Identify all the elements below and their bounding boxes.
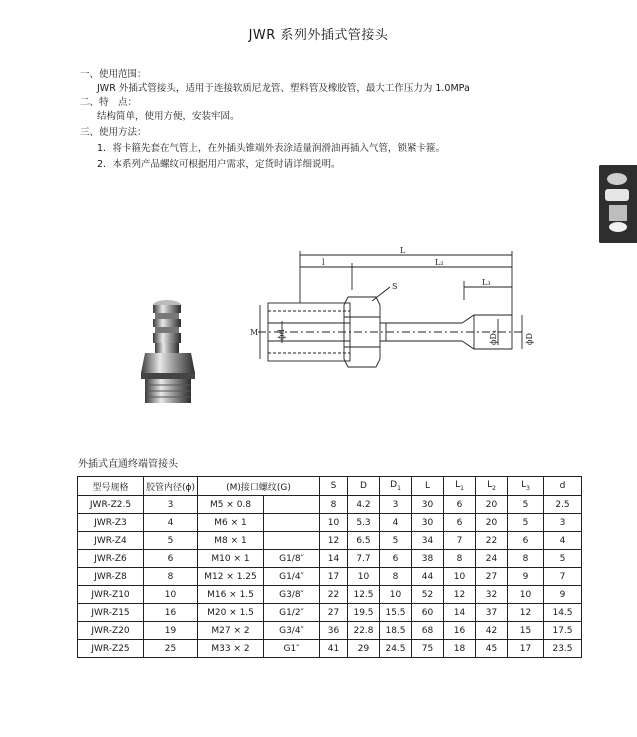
col-header-L2 (476, 477, 508, 496)
table-title: 外插式直通终端管接头 (78, 459, 178, 470)
table-cell: 23.5 (544, 640, 582, 658)
table-cell: 6 (508, 532, 544, 550)
table-cell: 16 (444, 622, 476, 640)
dim-label-l: l (322, 258, 325, 267)
dim-label-L: L (400, 246, 406, 255)
table-cell: 32 (476, 586, 508, 604)
table-cell: 20 (476, 496, 508, 514)
col-header-D1-main: D (390, 480, 398, 491)
table-cell: 14 (320, 550, 348, 568)
table-cell: 2.5 (544, 496, 582, 514)
table-cell: 27 (476, 568, 508, 586)
table-cell: 18 (444, 640, 476, 658)
dim-label-L3: L₃ (482, 278, 491, 287)
table-cell: 9 (544, 586, 582, 604)
table-cell: 22.8 (348, 622, 380, 640)
dim-label-d: ϕd (277, 329, 286, 340)
table-cell: G1/2″ (264, 604, 320, 622)
table-cell: 3 (144, 496, 198, 514)
table-row (78, 622, 582, 640)
table-cell: 10 (348, 568, 380, 586)
table-row (78, 568, 582, 586)
technical-drawing (240, 245, 540, 395)
table-cell: G1″ (264, 640, 320, 658)
table-cell: 8 (144, 568, 198, 586)
section-usage-heading: 一、使用范围： (80, 69, 147, 80)
table-cell: 5.3 (348, 514, 380, 532)
dim-label-S: S (392, 282, 398, 291)
table-cell: 20 (476, 514, 508, 532)
table-cell: 9 (508, 568, 544, 586)
catalog-thumbnail (599, 165, 637, 243)
table-row (78, 640, 582, 658)
table-cell: JWR-Z10 (78, 586, 144, 604)
col-header-d: d (544, 477, 582, 496)
table-cell: G1/8″ (264, 550, 320, 568)
table-cell: 24 (476, 550, 508, 568)
table-cell: 4.2 (348, 496, 380, 514)
table-cell: 45 (476, 640, 508, 658)
table-cell: 14.5 (544, 604, 582, 622)
col-header-L1 (444, 477, 476, 496)
table-cell: 12 (508, 604, 544, 622)
table-cell: 5 (508, 514, 544, 532)
table-cell: 5 (380, 532, 412, 550)
table-cell: 10 (144, 586, 198, 604)
table-cell: JWR-Z25 (78, 640, 144, 658)
table-cell: 6 (444, 496, 476, 514)
col-header-L1-main: L (455, 480, 461, 491)
table-cell: 16 (144, 604, 198, 622)
table-cell (264, 532, 320, 550)
col-header-L3 (508, 477, 544, 496)
table-cell: 10 (380, 586, 412, 604)
table-cell: M33 × 2 (198, 640, 264, 658)
table-cell: M12 × 1.25 (198, 568, 264, 586)
table-cell: 10 (320, 514, 348, 532)
table-cell: 29 (348, 640, 380, 658)
table-cell: 4 (544, 532, 582, 550)
col-header-L2-main: L (487, 480, 493, 491)
table-cell: 6 (144, 550, 198, 568)
table-cell: G1/4″ (264, 568, 320, 586)
table-cell: 12 (444, 586, 476, 604)
section-method-step-2: 2．本系列产品螺纹可根据用户需求，定货时请详细说明。 (97, 159, 341, 170)
page-title: JWR 系列外插式管接头 (248, 28, 389, 43)
table-cell: 4 (380, 514, 412, 532)
table-cell: 30 (412, 514, 444, 532)
table-cell: 6.5 (348, 532, 380, 550)
dim-label-D1: ϕD₁ (489, 329, 498, 345)
table-cell: JWR-Z3 (78, 514, 144, 532)
table-row (78, 514, 582, 532)
table-cell: 17 (320, 568, 348, 586)
dim-label-D: ϕD (525, 333, 534, 345)
table-cell: JWR-Z15 (78, 604, 144, 622)
table-cell: JWR-Z8 (78, 568, 144, 586)
table-header-row (78, 477, 582, 496)
table-cell: 19.5 (348, 604, 380, 622)
table-cell (264, 496, 320, 514)
table-row (78, 586, 582, 604)
table-cell: 5 (144, 532, 198, 550)
table-cell: M20 × 1.5 (198, 604, 264, 622)
col-header-model: 型号规格 (78, 477, 144, 496)
table-cell: 68 (412, 622, 444, 640)
table-cell: G3/4″ (264, 622, 320, 640)
table-cell: JWR-Z2.5 (78, 496, 144, 514)
table-cell: 17.5 (544, 622, 582, 640)
table-cell: 22 (320, 586, 348, 604)
dim-label-L2: L₂ (435, 258, 444, 267)
table-cell: 8 (508, 550, 544, 568)
dim-label-M: M (250, 328, 259, 337)
table-cell: 41 (320, 640, 348, 658)
section-method-heading: 三、使用方法： (80, 127, 147, 138)
table-cell: M5 × 0.8 (198, 496, 264, 514)
table-cell: 10 (508, 586, 544, 604)
table-cell: 27 (320, 604, 348, 622)
section-features-heading: 二、特 点： (80, 97, 138, 108)
table-cell: JWR-Z6 (78, 550, 144, 568)
table-cell: 8 (380, 568, 412, 586)
col-header-L3-sub: 3 (526, 484, 530, 492)
table-cell: 42 (476, 622, 508, 640)
spec-table (77, 476, 582, 658)
table-cell: 4 (144, 514, 198, 532)
table-row (78, 604, 582, 622)
col-header-L2-sub: 2 (492, 484, 496, 492)
table-cell: 12 (320, 532, 348, 550)
table-cell: 3 (544, 514, 582, 532)
table-cell: 12.5 (348, 586, 380, 604)
product-photo (135, 293, 205, 413)
col-header-D1 (380, 477, 412, 496)
table-cell: 36 (320, 622, 348, 640)
table-cell: 15 (508, 622, 544, 640)
table-cell: 38 (412, 550, 444, 568)
table-cell: 8 (320, 496, 348, 514)
table-row (78, 550, 582, 568)
table-cell: 3 (380, 496, 412, 514)
table-cell: M27 × 2 (198, 622, 264, 640)
table-cell: 60 (412, 604, 444, 622)
table-cell: 15.5 (380, 604, 412, 622)
table-cell (264, 514, 320, 532)
section-usage-text: JWR 外插式管接头，适用于连接软质尼龙管、塑料管及橡胶管，最大工作压力为 1.0MPa (97, 83, 470, 94)
section-features-text: 结构简单，使用方便，安装牢固。 (97, 111, 240, 122)
table-cell: 25 (144, 640, 198, 658)
table-cell: 30 (412, 496, 444, 514)
col-header-L: L (412, 477, 444, 496)
table-cell: 7 (544, 568, 582, 586)
table-cell: 14 (444, 604, 476, 622)
table-cell: 22 (476, 532, 508, 550)
table-cell: M8 × 1 (198, 532, 264, 550)
table-cell: 37 (476, 604, 508, 622)
table-cell: 8 (444, 550, 476, 568)
table-row (78, 532, 582, 550)
table-cell: 6 (380, 550, 412, 568)
col-header-hose-id: 胶管内径(ϕ) (144, 477, 198, 496)
table-cell: M10 × 1 (198, 550, 264, 568)
table-cell: 5 (544, 550, 582, 568)
table-cell: 7.7 (348, 550, 380, 568)
table-cell: M6 × 1 (198, 514, 264, 532)
table-cell: M16 × 1.5 (198, 586, 264, 604)
table-cell: G3/8″ (264, 586, 320, 604)
col-header-L1-sub: 1 (460, 484, 464, 492)
table-cell: 17 (508, 640, 544, 658)
table-cell: 34 (412, 532, 444, 550)
col-header-D: D (348, 477, 380, 496)
col-header-thread: (M)接口螺纹(G) (198, 477, 320, 496)
table-cell: 52 (412, 586, 444, 604)
section-method-step-1: 1．将卡箍先套在气管上，在外插头锥端外表涂适量润滑油再插入气管，锁紧卡箍。 (97, 143, 446, 154)
table-cell: 44 (412, 568, 444, 586)
table-cell: JWR-Z4 (78, 532, 144, 550)
col-header-S: S (320, 477, 348, 496)
table-cell: 10 (444, 568, 476, 586)
table-cell: 7 (444, 532, 476, 550)
table-row (78, 496, 582, 514)
table-cell: 19 (144, 622, 198, 640)
table-cell: 75 (412, 640, 444, 658)
table-cell: 24.5 (380, 640, 412, 658)
table-cell: 6 (444, 514, 476, 532)
col-header-L3-main: L (521, 480, 527, 491)
table-cell: JWR-Z20 (78, 622, 144, 640)
table-cell: 18.5 (380, 622, 412, 640)
col-header-D1-sub: 1 (397, 484, 401, 492)
table-cell: 5 (508, 496, 544, 514)
